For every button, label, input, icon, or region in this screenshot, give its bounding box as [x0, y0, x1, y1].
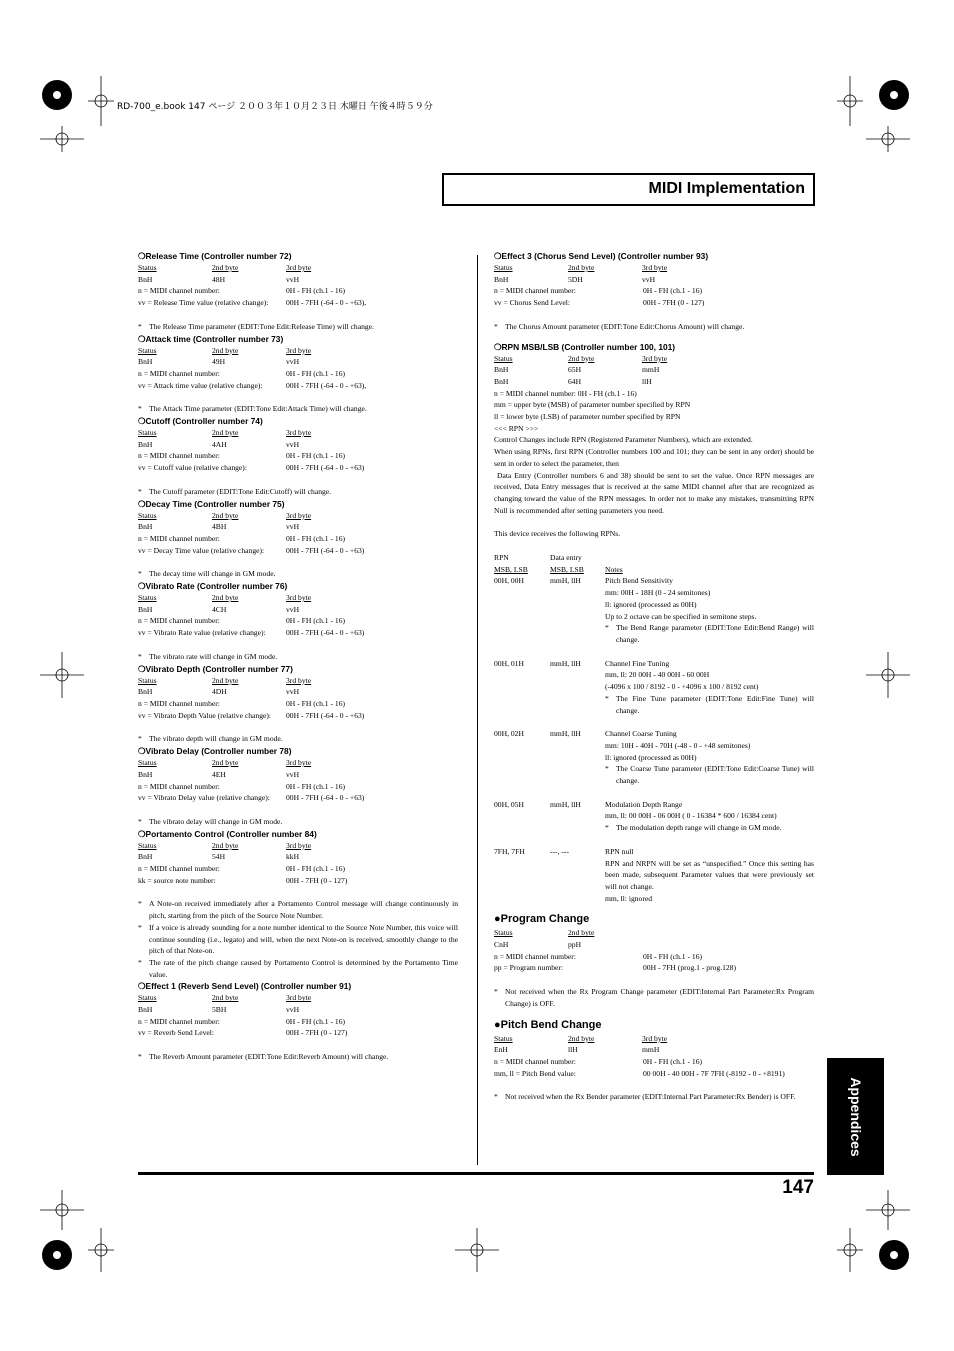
rpn-entry-data: ---, --- [550, 846, 569, 856]
rpn-entry-number: 00H, 05H [494, 799, 524, 809]
rpn-entry-line: mm, ll: 00 00H - 06 00H ( 0 - 16384 * 600 / 16384 cent) [605, 811, 777, 821]
controller-section [138, 663, 458, 746]
rpn-entry-note: * The Bend Range parameter (EDIT:Tone Edit:Bend Range) will change. [605, 623, 814, 644]
rpn-table-subhead: MSB, LSB MSB, LSB Notes [494, 564, 623, 574]
controller-section [138, 580, 458, 663]
appendices-tab [827, 1058, 884, 1175]
param-row: n = MIDI channel number: 0H - FH (ch.1 - 16) [138, 1016, 346, 1026]
param-row: n = MIDI channel number: 0H - FH (ch.1 - 16) [138, 698, 346, 708]
program-change-param: pp = Program number: 00H - 7FH (prog.1 - prog.128) [494, 963, 737, 973]
rpn-line: ll = lower byte (LSB) of parameter number specified by RPN [494, 412, 681, 422]
param-row: n = MIDI channel number: 0H - FH (ch.1 - 16) [138, 616, 346, 626]
rpn-entry-number: 00H, 00H [494, 576, 524, 586]
param-row: vv = Vibrato Rate value (relative change): 00H - 7FH (-64 - 0 - +63) [138, 628, 365, 638]
col-headers: Status 2nd byte 3rd byte [138, 675, 312, 685]
rpn-entry-line: ll: ignored (processed as 00H) [605, 599, 697, 609]
param-row: vv = Attack time value (relative change): 00H - 7FH (-64 - 0 - +63), [138, 380, 367, 390]
param-row: n = MIDI channel number: 0H - FH (ch.1 - 16) [138, 781, 346, 791]
rpn-entries [494, 575, 814, 904]
rpn-entry [494, 846, 814, 905]
rpn-heading: ❍RPN MSB/LSB (Controller number 100, 101) [494, 341, 676, 352]
rpn-entry-number: 7FH, 7FH [494, 846, 525, 856]
pitch-bend-col-headers: Status 2nd byte 3rd byte [494, 1033, 668, 1043]
rpn-entry-data: mmH, llH [550, 799, 581, 809]
pitch-bend-param: n = MIDI channel number: 0H - FH (ch.1 - 16) [494, 1056, 703, 1066]
param-row: n = MIDI channel number: 0H - FH (ch.1 - 16) [138, 368, 346, 378]
section-heading: ❍Vibrato Depth (Controller number 77) [138, 663, 293, 674]
note: * If a voice is already sounding for a note number identical to the Source Note Number, this voice will continue sounding (i.e., legato) and will, when the next Note-on is received, smoothly change to the pitch of that Note-on. [138, 922, 458, 956]
section-title: MIDI Implementation [648, 180, 805, 197]
effect3-bytes: BnH 5DH vvH [494, 274, 656, 284]
file-header: RD-700_e.book 147 ページ ２００３年１０月２３日 木曜日 午後４時５９分 [117, 102, 433, 112]
right-column [494, 250, 814, 1103]
rpn-entry-line: Pitch Bend Sensitivity [605, 576, 673, 586]
rpn-entry-line: Up to 2 octave can be specified in semitone steps. [605, 611, 757, 621]
rpn-line: Control Changes include RPN (Registered Parameter Numbers), which are extended. [494, 435, 753, 445]
note: * The Reverb Amount parameter (EDIT:Tone Edit:Reverb Amount) will change. [138, 1052, 389, 1062]
param-row: vv = Vibrato Depth Value (relative change): 00H - 7FH (-64 - 0 - +63) [138, 710, 365, 720]
rpn-entry-line: Modulation Depth Range [605, 799, 683, 809]
byte-row: BnH 48H vvH [138, 274, 300, 284]
param-row: kk = source note number: 00H - 7FH (0 - 127) [138, 875, 348, 885]
rpn-entry-note: * The Fine Tune parameter (EDIT:Tone Edit:Fine Tune) will change. [605, 693, 814, 715]
left-column [138, 250, 458, 1063]
page-number: 147 [782, 1177, 814, 1198]
note: * The Attack Time parameter (EDIT:Tone Edit:Attack Time) will change. [138, 404, 367, 414]
footer-rule [138, 1172, 814, 1175]
rpn-entry [494, 728, 814, 787]
param-row: n = MIDI channel number: 0H - FH (ch.1 - 16) [138, 533, 346, 543]
rpn-entry [494, 658, 814, 717]
byte-row: BnH 5BH vvH [138, 1005, 300, 1015]
controller-section [138, 333, 458, 416]
section-heading: ❍Vibrato Rate (Controller number 76) [138, 581, 288, 592]
note: * The Cutoff parameter (EDIT:Tone Edit:Cutoff) will change. [138, 486, 332, 496]
controller-section [138, 828, 458, 981]
rpn-entry-line: Channel Fine Tuning [605, 658, 670, 668]
rpn-entry-line: mm, ll: ignored [605, 893, 653, 903]
section-heading: ❍Release Time (Controller number 72) [138, 251, 292, 261]
controller-section [138, 980, 458, 1063]
pitch-bend-bytes: EnH llH mmH [494, 1045, 660, 1055]
rpn-table-head: RPN Data entry [494, 553, 582, 563]
rpn-entry-data: mmH, llH [550, 576, 581, 586]
param-row: n = MIDI channel number: 0H - FH (ch.1 - 16) [138, 451, 346, 461]
param-row: vv = Reverb Send Level: 00H - 7FH (0 - 127) [138, 1028, 348, 1038]
rpn-line: <<< RPN >>> [494, 423, 539, 433]
rpn-paragraph: When using RPNs, first RPN (Controller numbers 100 and 101; they can be sent in any order) should be sent in order to select the parameter, then [494, 447, 814, 468]
section-heading: ❍Vibrato Delay (Controller number 78) [138, 746, 292, 757]
section-heading: ❍Decay Time (Controller number 75) [138, 498, 285, 509]
byte-row: BnH 4DH vvH [138, 687, 300, 697]
program-change-bytes: CnH ppH [494, 940, 582, 950]
controller-section [138, 498, 458, 581]
byte-row: BnH 4EH vvH [138, 769, 300, 779]
rpn-entry-line: Channel Coarse Tuning [605, 729, 677, 739]
program-change-col-headers: Status 2nd byte [494, 928, 595, 938]
rpn-entry-line: mm: 00H - 18H (0 - 24 semitones) [605, 588, 711, 598]
byte-row: BnH 4CH vvH [138, 604, 300, 614]
col-headers: Status 2nd byte 3rd byte [138, 593, 312, 603]
section-heading: ❍Portamento Control (Controller number 84) [138, 828, 317, 839]
param-row: n = MIDI channel number: 0H - FH (ch.1 - 16) [138, 864, 346, 874]
section-heading: ❍Attack time (Controller number 73) [138, 333, 284, 344]
pitch-bend-note: * Not received when the Rx Bender parameter (EDIT:Internal Part Parameter:Rx Bender) is OFF. [494, 1092, 796, 1102]
controller-section [138, 415, 458, 498]
rpn-entry-line: ll: ignored (processed as 00H) [605, 752, 697, 762]
rpn-paragraph: Data Entry (Controller numbers 6 and 38) should be sent to set the value. Once RPN messages are received, Data Entry messages that is received at the same MIDI channel after that are recognized as changing toward the value of the RPN messages. In order not to make any mistakes, transmitting RPN Null is recommended after setting parameters you need. [494, 470, 816, 515]
note: * The vibrato depth will change in GM mode. [138, 734, 283, 744]
rpn-entry [494, 799, 814, 834]
note: * The vibrato delay will change in GM mode. [138, 816, 283, 826]
controller-section [138, 250, 458, 333]
rpn-entry-line: mm: 10H - 40H - 70H (-48 - 0 - +48 semitones) [605, 740, 751, 750]
param-row: vv = Decay Time value (relative change): 00H - 7FH (-64 - 0 - +63) [138, 545, 365, 555]
effect3-col-headers: Status 2nd byte 3rd byte [494, 263, 668, 272]
program-change-heading: ●Program Change [494, 913, 590, 926]
col-headers: Status 2nd byte 3rd byte [138, 263, 312, 272]
col-headers: Status 2nd byte 3rd byte [138, 758, 312, 768]
byte-row: BnH 49H vvH [138, 357, 300, 367]
column-divider [477, 255, 478, 1165]
rpn-entry-note: * The Coarse Tune parameter (EDIT:Tone Edit:Coarse Tune) will change. [605, 764, 814, 786]
note: * The vibrato rate will change in GM mode. [138, 651, 278, 661]
col-headers: Status 2nd byte 3rd byte [138, 345, 312, 355]
rpn-byte-row: BnH 65H mmH [494, 365, 660, 375]
param-row: n = MIDI channel number: 0H - FH (ch.1 - 16) [138, 286, 346, 296]
section-heading: ❍Effect 1 (Reverb Send Level) (Controller number 91) [138, 981, 352, 992]
byte-row: BnH 4BH vvH [138, 522, 300, 532]
param-row: vv = Cutoff value (relative change): 00H - 7FH (-64 - 0 - +63) [138, 463, 365, 473]
effect3-param: vv = Chorus Send Level: 00H - 7FH (0 - 127) [494, 298, 705, 308]
effect3-note: * The Chorus Amount parameter (EDIT:Tone Edit:Chorus Amount) will change. [494, 321, 745, 331]
rpn-entry-data: mmH, llH [550, 658, 581, 668]
rpn-line: n = MIDI channel number: 0H - FH (ch.1 - 16) [494, 388, 637, 398]
controller-section [138, 745, 458, 828]
note: * The Release Time parameter (EDIT:Tone Edit:Release Time) will change. [138, 321, 374, 331]
appendices-tab-label: Appendices [847, 1076, 864, 1157]
byte-row: BnH 4AH vvH [138, 439, 300, 449]
col-headers: Status 2nd byte 3rd byte [138, 840, 312, 850]
note: * A Note-on received immediately after a Portamento Control message will change continuously in pitch, starting from the pitch of the Source Note Number. [138, 899, 458, 921]
rpn-col-headers: Status 2nd byte 3rd byte [494, 353, 668, 363]
rpn-entry-line: RPN and NRPN will be set as “unspecified.” Once this setting has been made, subsequent Parameter values that were previously set will not change. [605, 858, 814, 891]
program-change-param: n = MIDI channel number: 0H - FH (ch.1 - 16) [494, 951, 703, 961]
rpn-entry-number: 00H, 01H [494, 658, 524, 668]
rpn-entry [494, 575, 814, 645]
note: * The rate of the pitch change caused by Portamento Control is determined by the Portamento Time value. [138, 957, 458, 979]
rpn-entry-line: RPN null [605, 846, 634, 856]
col-headers: Status 2nd byte 3rd byte [138, 993, 312, 1003]
rpn-byte-row: BnH 64H llH [494, 376, 652, 386]
param-row: vv = Vibrato Delay value (relative change): 00H - 7FH (-64 - 0 - +63) [138, 793, 365, 803]
param-row: vv = Release Time value (relative change): 00H - 7FH (-64 - 0 - +63), [138, 298, 367, 308]
rpn-receives-text: This device receives the following RPNs. [494, 529, 621, 539]
byte-row: BnH 54H kkH [138, 852, 300, 862]
col-headers: Status 2nd byte 3rd byte [138, 428, 312, 438]
effect3-param: n = MIDI channel number: 0H - FH (ch.1 - 16) [494, 286, 703, 296]
pitch-bend-param: mm, ll = Pitch Bend value: 00 00H - 40 00H - 7F 7FH (-8192 - 0 - +8191) [494, 1068, 785, 1078]
effect3-heading: ❍Effect 3 (Chorus Send Level) (Controller number 93) [494, 251, 709, 261]
rpn-entry-data: mmH, llH [550, 729, 581, 739]
rpn-entry-number: 00H, 02H [494, 729, 524, 739]
section-title-box [442, 173, 815, 206]
pitch-bend-heading: ●Pitch Bend Change [494, 1018, 602, 1031]
section-heading: ❍Cutoff (Controller number 74) [138, 416, 263, 427]
program-change-note: * Not received when the Rx Program Change parameter (EDIT:Internal Part Parameter:Rx Program Change) is OFF. [494, 987, 814, 1008]
rpn-entry-line: (-4096 x 100 / 8192 - 0 - +4096 x 100 / 8192 cent) [605, 682, 759, 692]
rpn-line: mm = upper byte (MSB) of parameter number specified by RPN [494, 400, 691, 410]
rpn-entry-line: mm, ll: 20 00H - 40 00H - 60 00H [605, 670, 710, 680]
note: * The decay time will change in GM mode. [138, 569, 276, 579]
col-headers: Status 2nd byte 3rd byte [138, 510, 312, 520]
rpn-entry-note: * The modulation depth range will change in GM mode. [605, 823, 782, 833]
